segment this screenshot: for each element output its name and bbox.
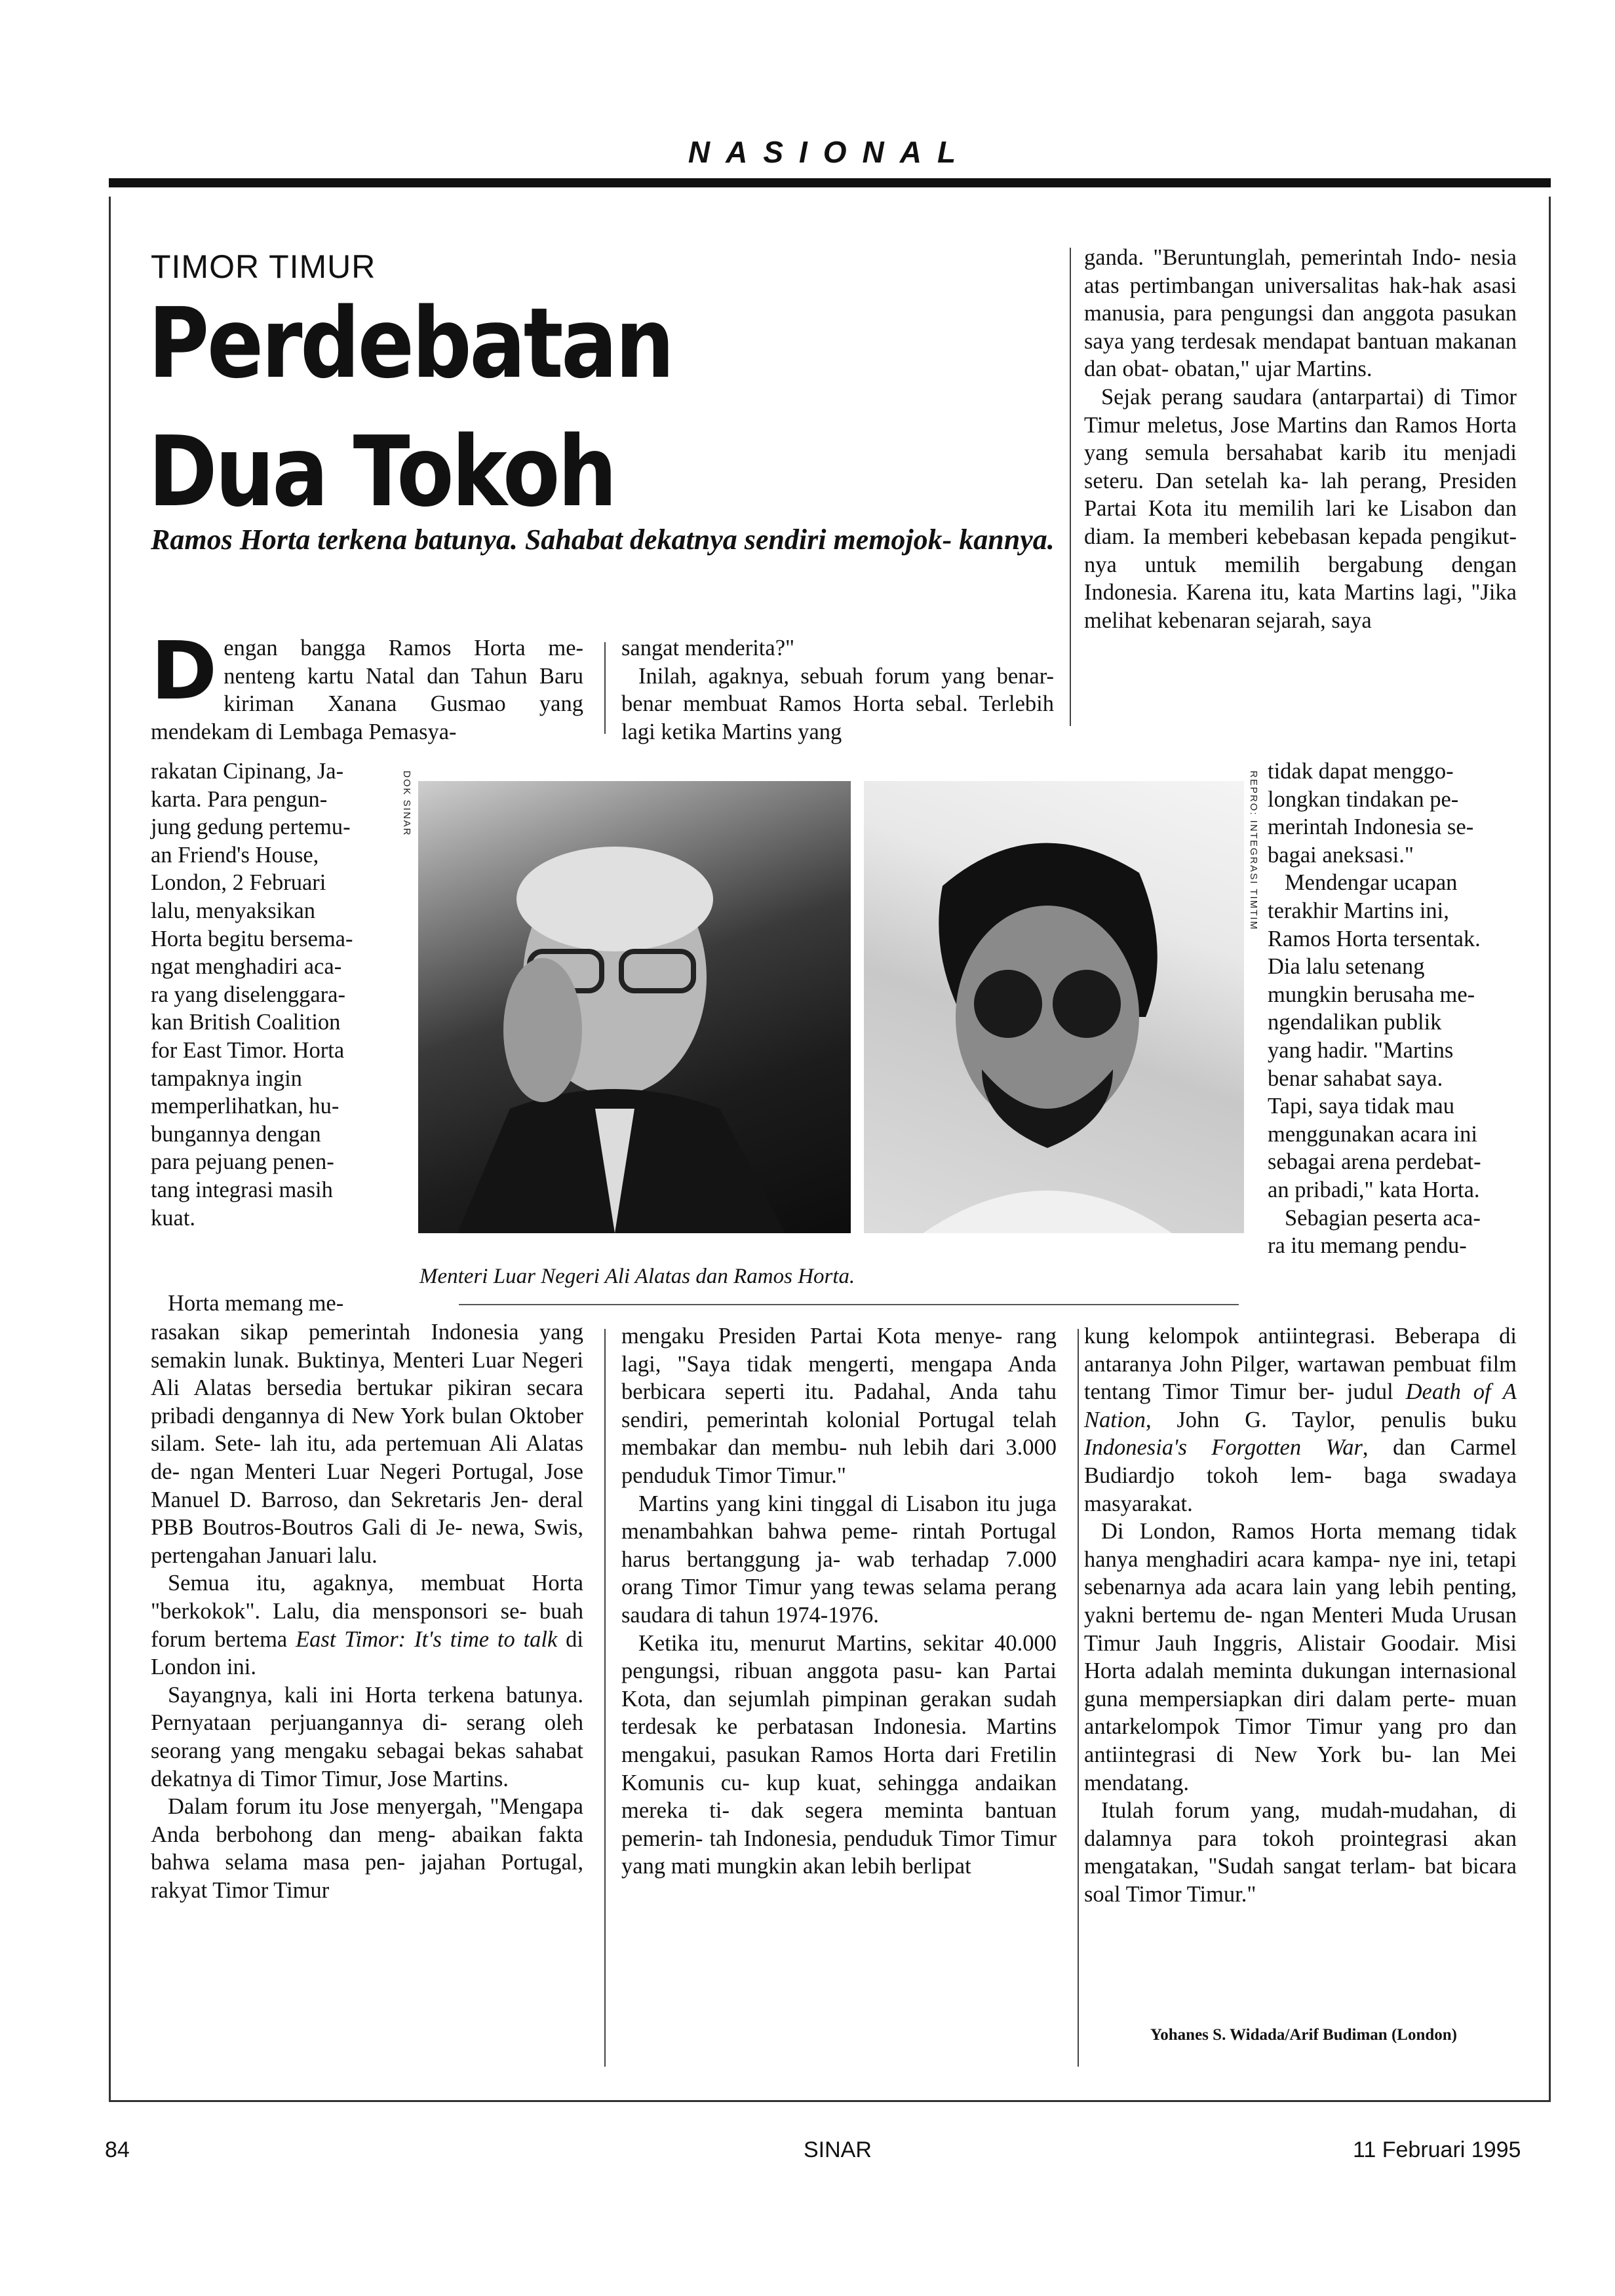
text-line: kuat. (151, 1205, 196, 1231)
column-divider (1078, 1329, 1079, 2067)
column-divider (1070, 248, 1071, 726)
paragraph: Dengan bangga Ramos Horta me- nenteng kartu Natal dan Tahun Baru kiriman Xanana Gusmao yang mendekam di Lembaga Pemasya- (151, 624, 583, 744)
narrow-lines (1268, 869, 1517, 1204)
section-header: NASIONAL (688, 135, 972, 169)
text-line: merintah Indonesia se- (1268, 814, 1474, 840)
column-1-narrow (151, 757, 397, 1232)
text-line: jung gedung pertemu- (151, 814, 351, 840)
text-line: rakatan Cipinang, Ja- (151, 759, 344, 784)
column-1-main (151, 1318, 583, 1904)
column-divider (604, 642, 606, 734)
title-line-2: Dua Tokoh (148, 415, 615, 528)
text-line: London, 2 Februari (151, 870, 326, 896)
byline: Yohanes S. Widada/Arif Budiman (London) (1150, 2026, 1457, 2044)
paragraph: Dalam forum itu Jose menyergah, "Mengapa Anda berbohong dan meng- abaikan fakta bahwa selama masa pen- jajahan Portugal, rakyat Timor Timur (151, 1794, 583, 1903)
text-line: bungannya dengan (151, 1121, 321, 1147)
text-line: memperlihatkan, hu- (151, 1094, 340, 1119)
column-2-top (621, 634, 1054, 746)
article-title (148, 279, 672, 536)
text-line: ra itu memang pendu- (1268, 1233, 1467, 1259)
paragraph: Itulah forum yang, mudah-mudahan, di dalamnya para tokoh prointegrasi akan mengatakan, "Sudah sangat terlam- bat bicara soal Timor Timur." (1084, 1798, 1517, 1907)
text-line: for East Timor. Horta (151, 1037, 345, 1063)
text-line: kan British Coalition (151, 1010, 341, 1035)
text-line: benar sahabat saya. (1268, 1065, 1443, 1091)
text-line: lalu, menyaksikan (151, 898, 316, 923)
portrait-illustration (418, 781, 851, 1233)
text-line: sebagai arena perdebat- (1268, 1149, 1481, 1175)
paragraph: sangat menderita?" (621, 636, 795, 660)
drop-cap: D (151, 624, 218, 718)
photo-ramos-horta (864, 781, 1244, 1233)
paragraph: rasakan sikap pemerintah Indonesia yang semakin lunak. Buktinya, Menteri Luar Negeri Ali Alatas bersedia bertukar pikiran secara pribadi dengannya di New York bulan Oktober silam. Sete- lah itu, ada pertemuan Ali Alatas de- ngan Menteri Luar Negeri Portugal, Jose Manuel D. Barroso, dan Sekretaris Jen- deral PBB Boutros-Boutros Gali di Je- newa, Swis, pertengahan Januari lalu. (151, 1320, 583, 1568)
text-line: yang hadir. "Martins (1268, 1037, 1454, 1063)
text-line: Sebagian peserta aca- (1285, 1205, 1481, 1231)
photo-credit-left: DOK SINAR (401, 771, 412, 837)
photo-ali-alatas (418, 781, 851, 1233)
text-line: ngendalikan publik (1268, 1010, 1442, 1035)
paragraph: ganda. "Beruntunglah, pemerintah Indo- nesia atas pertimbangan universalitas hak-hak asasi manusia, para pengungsi dan anggota pasukan saya yang terdesak mendapat bantuan makanan dan obat- obatan," ujar Martins. (1084, 245, 1517, 382)
column-3-bottom (1084, 1322, 1517, 1908)
text-line: karta. Para pengun- (151, 786, 328, 812)
text-line: para pejuang penen- (151, 1149, 334, 1175)
photo-caption: Menteri Luar Negeri Ali Alatas dan Ramos Horta. (419, 1265, 855, 1288)
text-line: an pribadi," kata Horta. (1268, 1177, 1480, 1202)
paragraph: Ketika itu, menurut Martins, sekitar 40.000 pengungsi, ribuan anggota pasu- kan Partai Kota, dan sejumlah pimpinan gerakan sudah terdesak ke perbatasan Indonesia. Martins mengakui, pasukan Ramos Horta dari Fretilin Komunis cu- kup kuat, sehingga andaikan mereka ti- dak segera meminta bantuan pemerin- tah Indonesia, penduduk Timor Timur yang mati mungkin akan lebih berlipat (621, 1630, 1057, 1879)
magazine-name: SINAR (804, 2137, 872, 2162)
paragraph: Sayangnya, kali ini Horta terkena batunya. Pernyataan perjuangannya di- serang oleh seorang yang mengaku sebagai bekas sahabat dekatnya di Timor Timur, Jose Martins. (151, 1682, 583, 1791)
paragraph: Horta memang me- (168, 1291, 344, 1316)
text-line: ngat menghadiri aca- (151, 954, 342, 980)
issue-date: 11 Februari 1995 (1353, 2137, 1521, 2162)
text-line: an Friend's House, (151, 842, 319, 868)
text-line: longkan tindakan pe- (1268, 786, 1459, 812)
text-line: ra yang diselenggara- (151, 982, 345, 1007)
narrow-lines (151, 757, 397, 1232)
title-line-1: Perdebatan (148, 287, 672, 400)
text-line: menggunakan acara ini (1268, 1121, 1477, 1147)
paragraph: Sejak perang saudara (antarpartai) di Timor Timur meletus, Jose Martins dan Ramos Horta yang semula bersahabat karib itu menjadi seteru. Dan setelah ka- lah perang, Presiden Partai Kota itu memilih lari ke Lisabon dan diam. Ia memberi kebebasan kepada pengikut- nya untuk memilih bergabung dengan Indonesia. Karena itu, kata Martins lagi, "Jika melihat kebenaran sejarah, saya (1084, 384, 1517, 633)
caption-rule (459, 1304, 1239, 1305)
text-line: Dia lalu setenang (1268, 954, 1425, 980)
header-rule (109, 178, 1551, 187)
text-line: tampaknya ingin (151, 1065, 302, 1091)
column-3-top (1084, 244, 1517, 634)
paragraph: kung kelompok antiintegrasi. Beberapa di antaranya John Pilger, wartawan pembuat film tentang Timor Timur ber- judul Death of A Nation, John G. Taylor, penulis buku Indonesia's Forgotten War, dan Carmel Budiardjo tokoh lem- baga swadaya masyarakat. (1084, 1324, 1517, 1516)
text-line: Mendengar ucapan (1285, 870, 1458, 896)
article-lead: Ramos Horta terkena batunya. Sahabat dekatnya sendiri memojok- kannya. (151, 524, 1055, 556)
text-line: tidak dapat menggo- (1268, 759, 1454, 784)
paragraph: Inilah, agaknya, sebuah forum yang benar-benar membuat Ramos Horta sebal. Terlebih lagi ketika Martins yang (621, 663, 1054, 744)
narrow-lines (1268, 757, 1517, 869)
paragraph: Di London, Ramos Horta memang tidak hanya menghadiri acara kampa- nye ini, tetapi sebenarnya ada acara lain yang lebih penting, yakni bertemu de- ngan Menteri Muda Urusan Timur Jauh Inggris, Alistair Goodair. Misi Horta adalah meminta dukungan internasional guna mempersiapkan diri dalam perte- muan antarkelompok Timor Timur yang pro dan antiintegrasi di New York bu- lan Mei mendatang. (1084, 1519, 1517, 1795)
paragraph: mengaku Presiden Partai Kota menye- rang lagi, "Saya tidak mengerti, mengapa Anda berbicara seperti itu. Padahal, Anda tahu sendiri, pemerintah kolonial Portugal telah membakar dan membu- nuh lebih dari 3.000 penduduk Timor Timur." (621, 1324, 1057, 1488)
text-line: Tapi, saya tidak mau (1268, 1094, 1454, 1119)
column-divider (604, 1329, 606, 2067)
paragraph: Semua itu, agaknya, membuat Horta "berkokok". Lalu, dia mensponsori se- buah forum bertema East Timor: It's time to talk di London ini. (151, 1571, 583, 1680)
photo-credit-right: REPRO: INTEGRASI TIMTIM (1248, 771, 1259, 931)
page-number: 84 (105, 2137, 130, 2162)
column-3-narrow (1268, 757, 1517, 1260)
article-kicker: TIMOR TIMUR (151, 248, 376, 285)
column-1-top (151, 624, 583, 746)
text-line: terakhir Martins ini, (1268, 898, 1449, 923)
text-line: bagai aneksasi." (1268, 842, 1414, 868)
column-2-bottom (621, 1322, 1057, 1881)
text-line: mungkin berusaha me- (1268, 982, 1475, 1007)
paragraph: Martins yang kini tinggal di Lisabon itu juga menambahkan bahwa peme- rintah Portugal harus bertanggung ja- wab terhadap 7.000 orang Timor Timur yang tewas selama perang saudara di tahun 1974-1976. (621, 1491, 1057, 1628)
text-line: Ramos Horta tersentak. (1268, 926, 1481, 951)
portrait-illustration (864, 781, 1244, 1233)
narrow-lines (1268, 1204, 1517, 1260)
text-line: tang integrasi masih (151, 1177, 333, 1202)
text-line: Horta begitu bersema- (151, 926, 353, 951)
